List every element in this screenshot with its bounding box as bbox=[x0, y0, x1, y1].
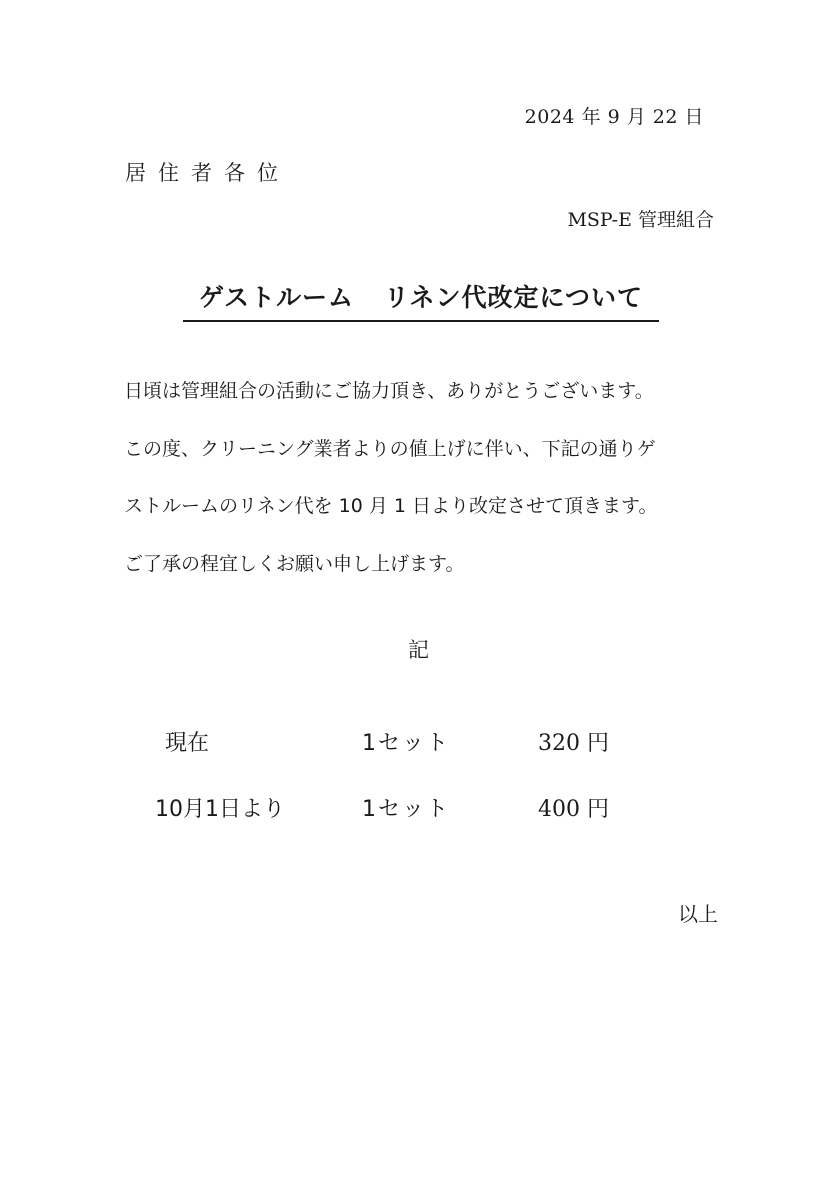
notice-title-part1: ゲストルーム bbox=[198, 283, 354, 312]
price-row bbox=[0, 792, 840, 832]
ki-heading: 記 bbox=[408, 638, 429, 662]
price-row-unit: 1セット bbox=[362, 797, 450, 822]
notice-title-part2: リネン代改定について bbox=[384, 283, 644, 312]
price-row-period: 10月1日より bbox=[155, 797, 285, 822]
price-row-price: 400 円 bbox=[538, 797, 609, 822]
notice-body bbox=[124, 363, 764, 593]
price-row-period: 現在 bbox=[165, 731, 210, 756]
price-row bbox=[0, 726, 840, 766]
price-row-price: 320 円 bbox=[538, 731, 609, 756]
sender-name: MSP-E 管理組合 bbox=[567, 209, 714, 231]
recipients: 居住者各位 bbox=[125, 161, 290, 185]
issue-date: 2024 年 9 月 22 日 bbox=[524, 106, 704, 128]
body-line: 日頃は管理組合の活動にご協力頂き、ありがとうございます。 bbox=[124, 380, 654, 402]
body-line: この度、クリーニング業者よりの値上げに伴い、下記の通りゲ bbox=[124, 437, 656, 460]
closing-mark: 以上 bbox=[678, 902, 718, 926]
body-line: ストルームのリネン代を 10 月 1 日より改定させて頂きます。 bbox=[124, 495, 658, 517]
notice-title bbox=[183, 278, 659, 322]
price-row-unit: 1セット bbox=[362, 731, 450, 756]
body-line: ご了承の程宜しくお願い申し上げます。 bbox=[124, 552, 465, 575]
